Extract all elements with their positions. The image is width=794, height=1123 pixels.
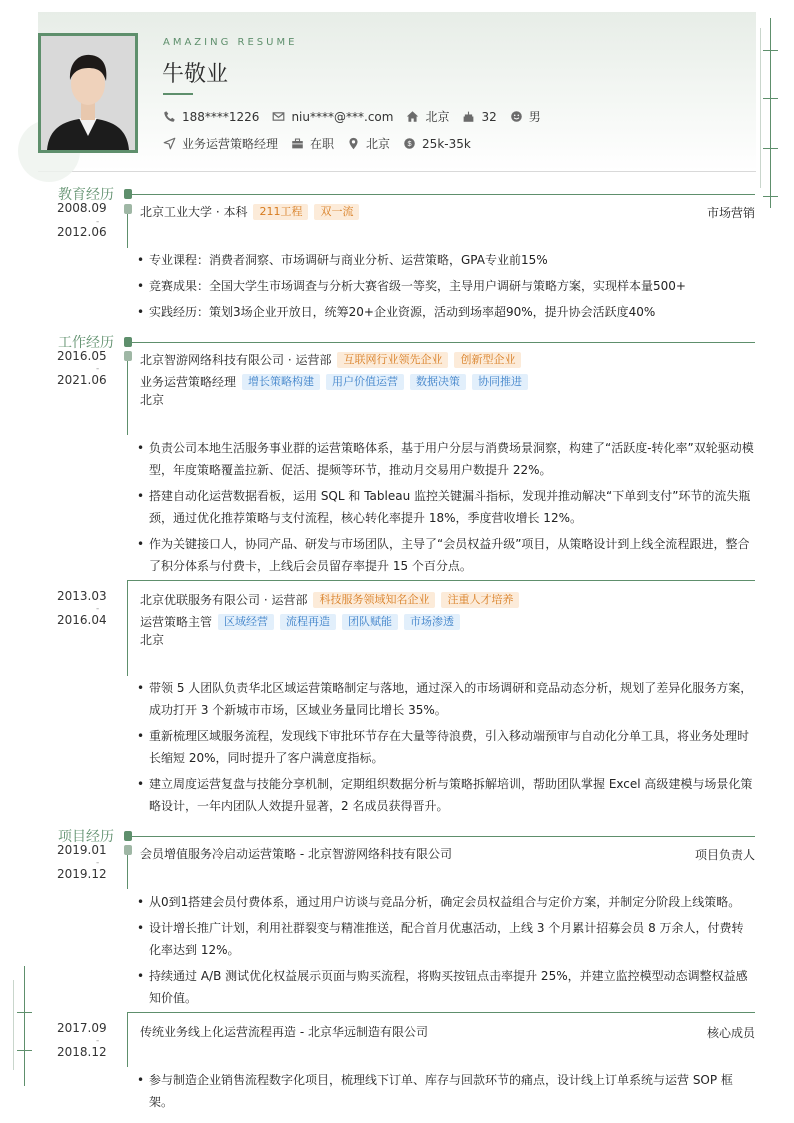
company-tag: 创新型企业	[454, 352, 521, 368]
project-name: 传统业务线上化运营流程再造 - 北京华远制造有限公司	[140, 1025, 428, 1039]
work-end-date: 2021.06	[57, 373, 107, 387]
phone-icon	[163, 110, 176, 123]
timeline-line	[127, 361, 128, 435]
resume-tagline: AMAZING RESUME	[163, 37, 298, 48]
work-start-date: 2016.05	[57, 349, 107, 363]
date-separator: -	[96, 217, 100, 227]
section-divider	[128, 342, 755, 343]
list-item: • 设计增长推广计划，利用社群裂变与精准推送，配合首月优惠活动，上线 3 个月累计招募会员 8 万余人，付费转化率达到 12%。	[137, 917, 755, 961]
gender-item	[510, 108, 541, 125]
job-city: 北京	[140, 633, 165, 647]
decorative-tick	[17, 1050, 32, 1051]
home-icon	[406, 110, 419, 123]
send-icon	[163, 137, 176, 150]
job-role: 业务运营策略经理	[140, 375, 237, 389]
project-name: 会员增值服务冷启动运营策略 - 北京智游网络科技有限公司	[140, 847, 452, 861]
company-row	[140, 591, 519, 608]
salary-item	[403, 137, 471, 151]
list-item: • 作为关键接口人，协同产品、研发与市场团队，主导了“会员权益升级”项目，从策略设计到上线全流程跟进，整合了积分体系与付费卡，上线后会员留存率提升 15 个百分点。	[137, 533, 755, 577]
role-row	[140, 613, 460, 630]
job-city: 北京	[140, 393, 165, 407]
date-separator: -	[96, 1036, 100, 1046]
school-name: 北京工业大学 · 本科	[140, 205, 248, 219]
list-item: • 建立周度运营复盘与技能分享机制，定期组织数据分析与策略拆解培训，帮助团队掌握 Excel 高级建模与场景化策略设计，一年内团队人效提升显著，2 名成员获得晋升。	[137, 773, 755, 817]
company-row	[140, 351, 521, 368]
education-bullets	[137, 249, 755, 327]
section-title-projects: 项目经历	[58, 829, 114, 845]
target-role-text: 业务运营策略经理	[182, 137, 279, 151]
entry-divider	[128, 1012, 755, 1013]
target-city-item	[347, 135, 390, 152]
timeline-line	[127, 580, 128, 676]
work-bullets	[137, 677, 755, 821]
decorative-line	[13, 980, 14, 1070]
skill-tag: 协同推进	[472, 374, 528, 390]
project-start-date: 2017.09	[57, 1021, 107, 1035]
date-separator: -	[96, 858, 100, 868]
skill-tag: 数据决策	[410, 374, 466, 390]
email-item	[272, 110, 393, 124]
date-separator: -	[96, 364, 100, 374]
work-end-date: 2016.04	[57, 613, 107, 627]
project-bullets	[137, 1069, 755, 1117]
decorative-line	[760, 28, 761, 188]
decorative-tick	[763, 98, 778, 99]
timeline-marker	[124, 845, 132, 855]
coin-icon	[403, 137, 416, 150]
target-city-text: 北京	[366, 137, 391, 151]
salary-text: 25k-35k	[422, 136, 471, 151]
smile-icon	[510, 110, 523, 123]
section-marker	[124, 831, 132, 841]
work-start-date: 2013.03	[57, 589, 107, 603]
status-item	[291, 135, 334, 152]
age-text: 32	[481, 109, 497, 124]
timeline-line	[127, 855, 128, 889]
timeline-marker	[124, 351, 132, 361]
project-bullets	[137, 891, 755, 1013]
skill-tag: 团队赋能	[342, 614, 398, 630]
gender-text: 男	[528, 110, 541, 124]
decorative-line	[770, 18, 771, 208]
section-divider	[128, 194, 755, 195]
date-separator: -	[96, 604, 100, 614]
decorative-tick	[763, 50, 778, 51]
skill-tag: 区域经营	[218, 614, 274, 630]
decorative-line	[24, 966, 25, 1086]
list-item: • 搭建自动化运营数据看板，运用 SQL 和 Tableau 监控关键漏斗指标，发现并推动解决“下单到支付”环节的流失瓶颈，通过优化推荐策略与支付流程，核心转化率提升 18%，季度营收增长 12%。	[137, 485, 755, 529]
list-item: • 专业课程：消费者洞察、市场调研与商业分析、运营策略，GPA专业前15%	[137, 249, 755, 271]
major: 市场营销	[706, 206, 755, 220]
section-marker	[124, 189, 132, 199]
phone-text: 188****1226	[182, 109, 260, 124]
job-role: 运营策略主管	[140, 615, 213, 629]
age-item	[462, 110, 496, 124]
section-marker	[124, 337, 132, 347]
decorative-tick	[763, 196, 778, 197]
project-role: 核心成员	[706, 1026, 755, 1040]
skill-tag: 市场渗透	[404, 614, 460, 630]
timeline-marker	[124, 204, 132, 214]
timeline-line	[127, 214, 128, 248]
school-tag: 211工程	[253, 204, 308, 220]
contact-row	[163, 108, 554, 125]
list-item: • 持续通过 A/B 测试优化权益展示页面与购买流程，将购买按钮点击率提升 25%，并建立监控模型动态调整权益感知价值。	[137, 965, 755, 1009]
project-start-date: 2019.01	[57, 843, 107, 857]
section-title-work: 工作经历	[58, 335, 114, 351]
list-item: • 负责公司本地生活服务事业群的运营策略体系，基于用户分层与消费场景洞察，构建了“活跃度-转化率”双轮驱动模型，年度策略覆盖拉新、促活、提频等环节，推动月交易用户数提升 22%。	[137, 437, 755, 481]
list-item: • 竞赛成果：全国大学生市场调查与分析大赛省级一等奖，主导用户调研与策略方案，实现样本量500+	[137, 275, 755, 297]
role-row	[140, 373, 528, 390]
skill-tag: 用户价值运营	[326, 374, 404, 390]
avatar	[38, 33, 138, 153]
list-item: • 参与制造企业销售流程数字化项目，梳理线下订单、库存与回款环节的痛点，设计线上订单系统与运营 SOP 框架。	[137, 1069, 755, 1113]
work-bullets	[137, 437, 755, 581]
phone-item	[163, 110, 259, 124]
section-title-education: 教育经历	[58, 187, 114, 203]
skill-tag: 增长策略构建	[242, 374, 320, 390]
mail-icon	[272, 110, 285, 123]
entry-divider	[128, 580, 755, 581]
company-tag: 注重人才培养	[441, 592, 519, 608]
company-tag: 互联网行业领先企业	[337, 352, 448, 368]
target-role-item	[163, 135, 278, 152]
svg-text:$: $	[407, 139, 412, 149]
status-text: 在职	[310, 137, 335, 151]
email-text: niu****@***.com	[291, 109, 394, 124]
project-role: 项目负责人	[694, 848, 755, 862]
timeline-line	[127, 1012, 128, 1067]
skill-tag: 流程再造	[280, 614, 336, 630]
candidate-name: 牛敬业	[162, 62, 229, 87]
list-item: • 重新梳理区域服务流程，发现线下审批环节存在大量等待浪费，引入移动端预审与自动化分单工具，将业务处理时长缩短 20%，同时提升了客户满意度指标。	[137, 725, 755, 769]
company-tag: 科技服务领域知名企业	[313, 592, 435, 608]
name-underline	[163, 93, 193, 95]
company-name: 北京优联服务有限公司 · 运营部	[140, 593, 308, 607]
hometown-text: 北京	[425, 110, 450, 124]
school-tag: 双一流	[314, 204, 359, 220]
location-pin-icon	[347, 137, 360, 150]
decorative-tick	[763, 148, 778, 149]
decorative-tick	[17, 1012, 32, 1013]
edu-start-date: 2008.09	[57, 201, 107, 215]
edu-end-date: 2012.06	[57, 225, 107, 239]
project-end-date: 2018.12	[57, 1045, 107, 1059]
cake-icon	[462, 110, 475, 123]
briefcase-icon	[291, 137, 304, 150]
education-row	[140, 203, 359, 220]
section-divider	[128, 836, 755, 837]
list-item: • 实践经历：策划3场企业开放日，统筹20+企业资源，活动到场率超90%，提升协会活跃度40%	[137, 301, 755, 323]
project-end-date: 2019.12	[57, 867, 107, 881]
job-intent-row	[163, 135, 484, 152]
list-item: • 带领 5 人团队负责华北区域运营策略制定与落地，通过深入的市场调研和竞品动态分析，规划了差异化服务方案，成功打开 3 个新城市市场，区域业务量同比增长 35%。	[137, 677, 755, 721]
list-item: • 从0到1搭建会员付费体系，通过用户访谈与竞品分析，确定会员权益组合与定价方案，并制定分阶段上线策略。	[137, 891, 755, 913]
hometown-item	[406, 108, 449, 125]
company-name: 北京智游网络科技有限公司 · 运营部	[140, 353, 332, 367]
